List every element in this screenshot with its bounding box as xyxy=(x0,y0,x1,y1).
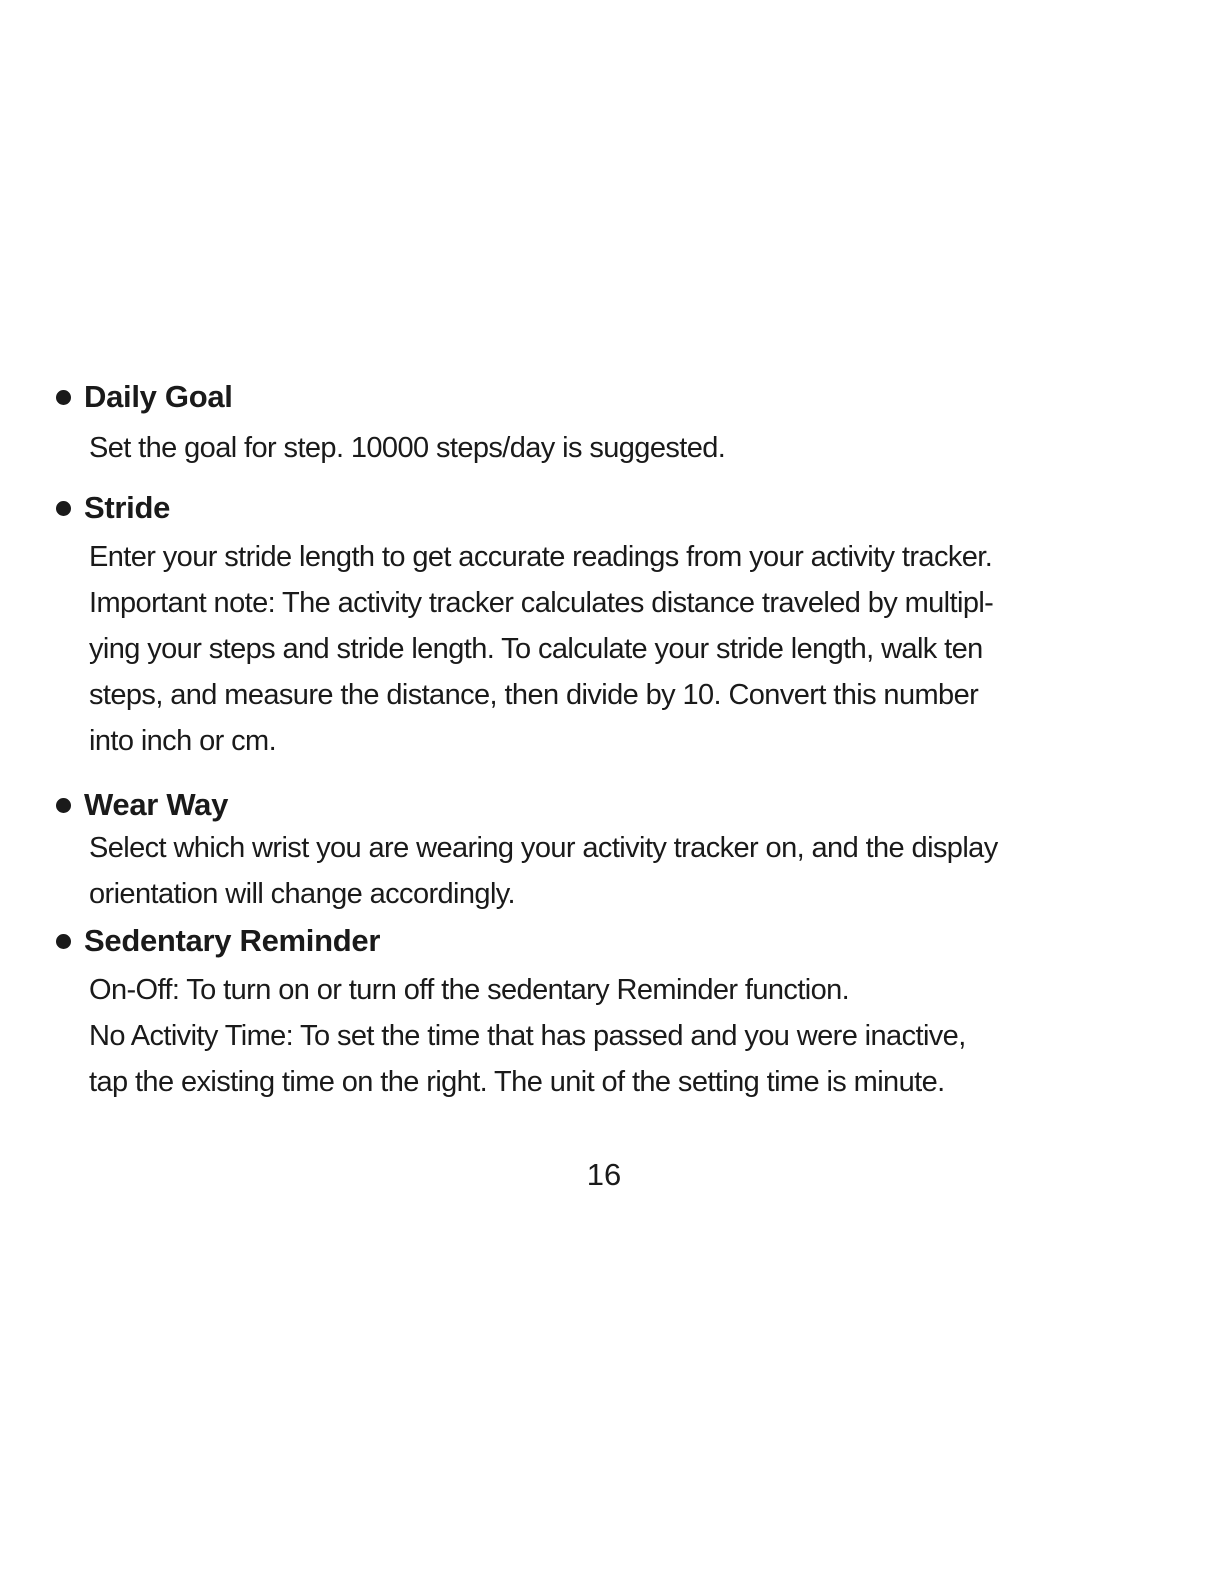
body-line: ying your steps and stride length. To calculate your stride length, walk ten xyxy=(89,633,983,665)
section-stride xyxy=(56,488,1166,764)
section-wear-way xyxy=(56,785,1166,917)
page-number: 16 xyxy=(586,1157,622,1192)
body-line: tap the existing time on the right. The unit of the setting time is minute. xyxy=(89,1066,945,1098)
heading-text: Wear Way xyxy=(84,787,229,822)
section-heading xyxy=(56,785,1166,825)
bullet-icon xyxy=(56,390,71,405)
section-body xyxy=(89,425,1166,471)
section-sedentary-reminder xyxy=(56,921,1166,1105)
section-heading xyxy=(56,377,1166,417)
body-line: into inch or cm. xyxy=(89,725,277,757)
heading-text: Stride xyxy=(84,490,171,525)
body-line: Set the goal for step. 10000 steps/day is suggested. xyxy=(89,432,726,464)
body-line: No Activity Time: To set the time that has passed and you were inactive, xyxy=(89,1020,966,1052)
body-line: orientation will change accordingly. xyxy=(89,878,516,910)
body-line: Enter your stride length to get accurate readings from your activity tracker. xyxy=(89,541,993,573)
section-body xyxy=(89,967,1166,1105)
body-line: Select which wrist you are wearing your activity tracker on, and the display xyxy=(89,832,998,864)
section-daily-goal xyxy=(56,377,1166,471)
bullet-icon xyxy=(56,501,71,516)
body-line: Important note: The activity tracker calculates distance traveled by multipl- xyxy=(89,587,994,619)
section-heading xyxy=(56,488,1166,528)
heading-text: Daily Goal xyxy=(84,379,233,414)
heading-text: Sedentary Reminder xyxy=(84,923,381,958)
body-line: On-Off: To turn on or turn off the sedentary Reminder function. xyxy=(89,974,850,1006)
section-heading xyxy=(56,921,1166,961)
body-line: steps, and measure the distance, then divide by 10. Convert this number xyxy=(89,679,979,711)
section-body xyxy=(89,534,1166,764)
bullet-icon xyxy=(56,934,71,949)
bullet-icon xyxy=(56,798,71,813)
section-body xyxy=(89,825,1166,917)
